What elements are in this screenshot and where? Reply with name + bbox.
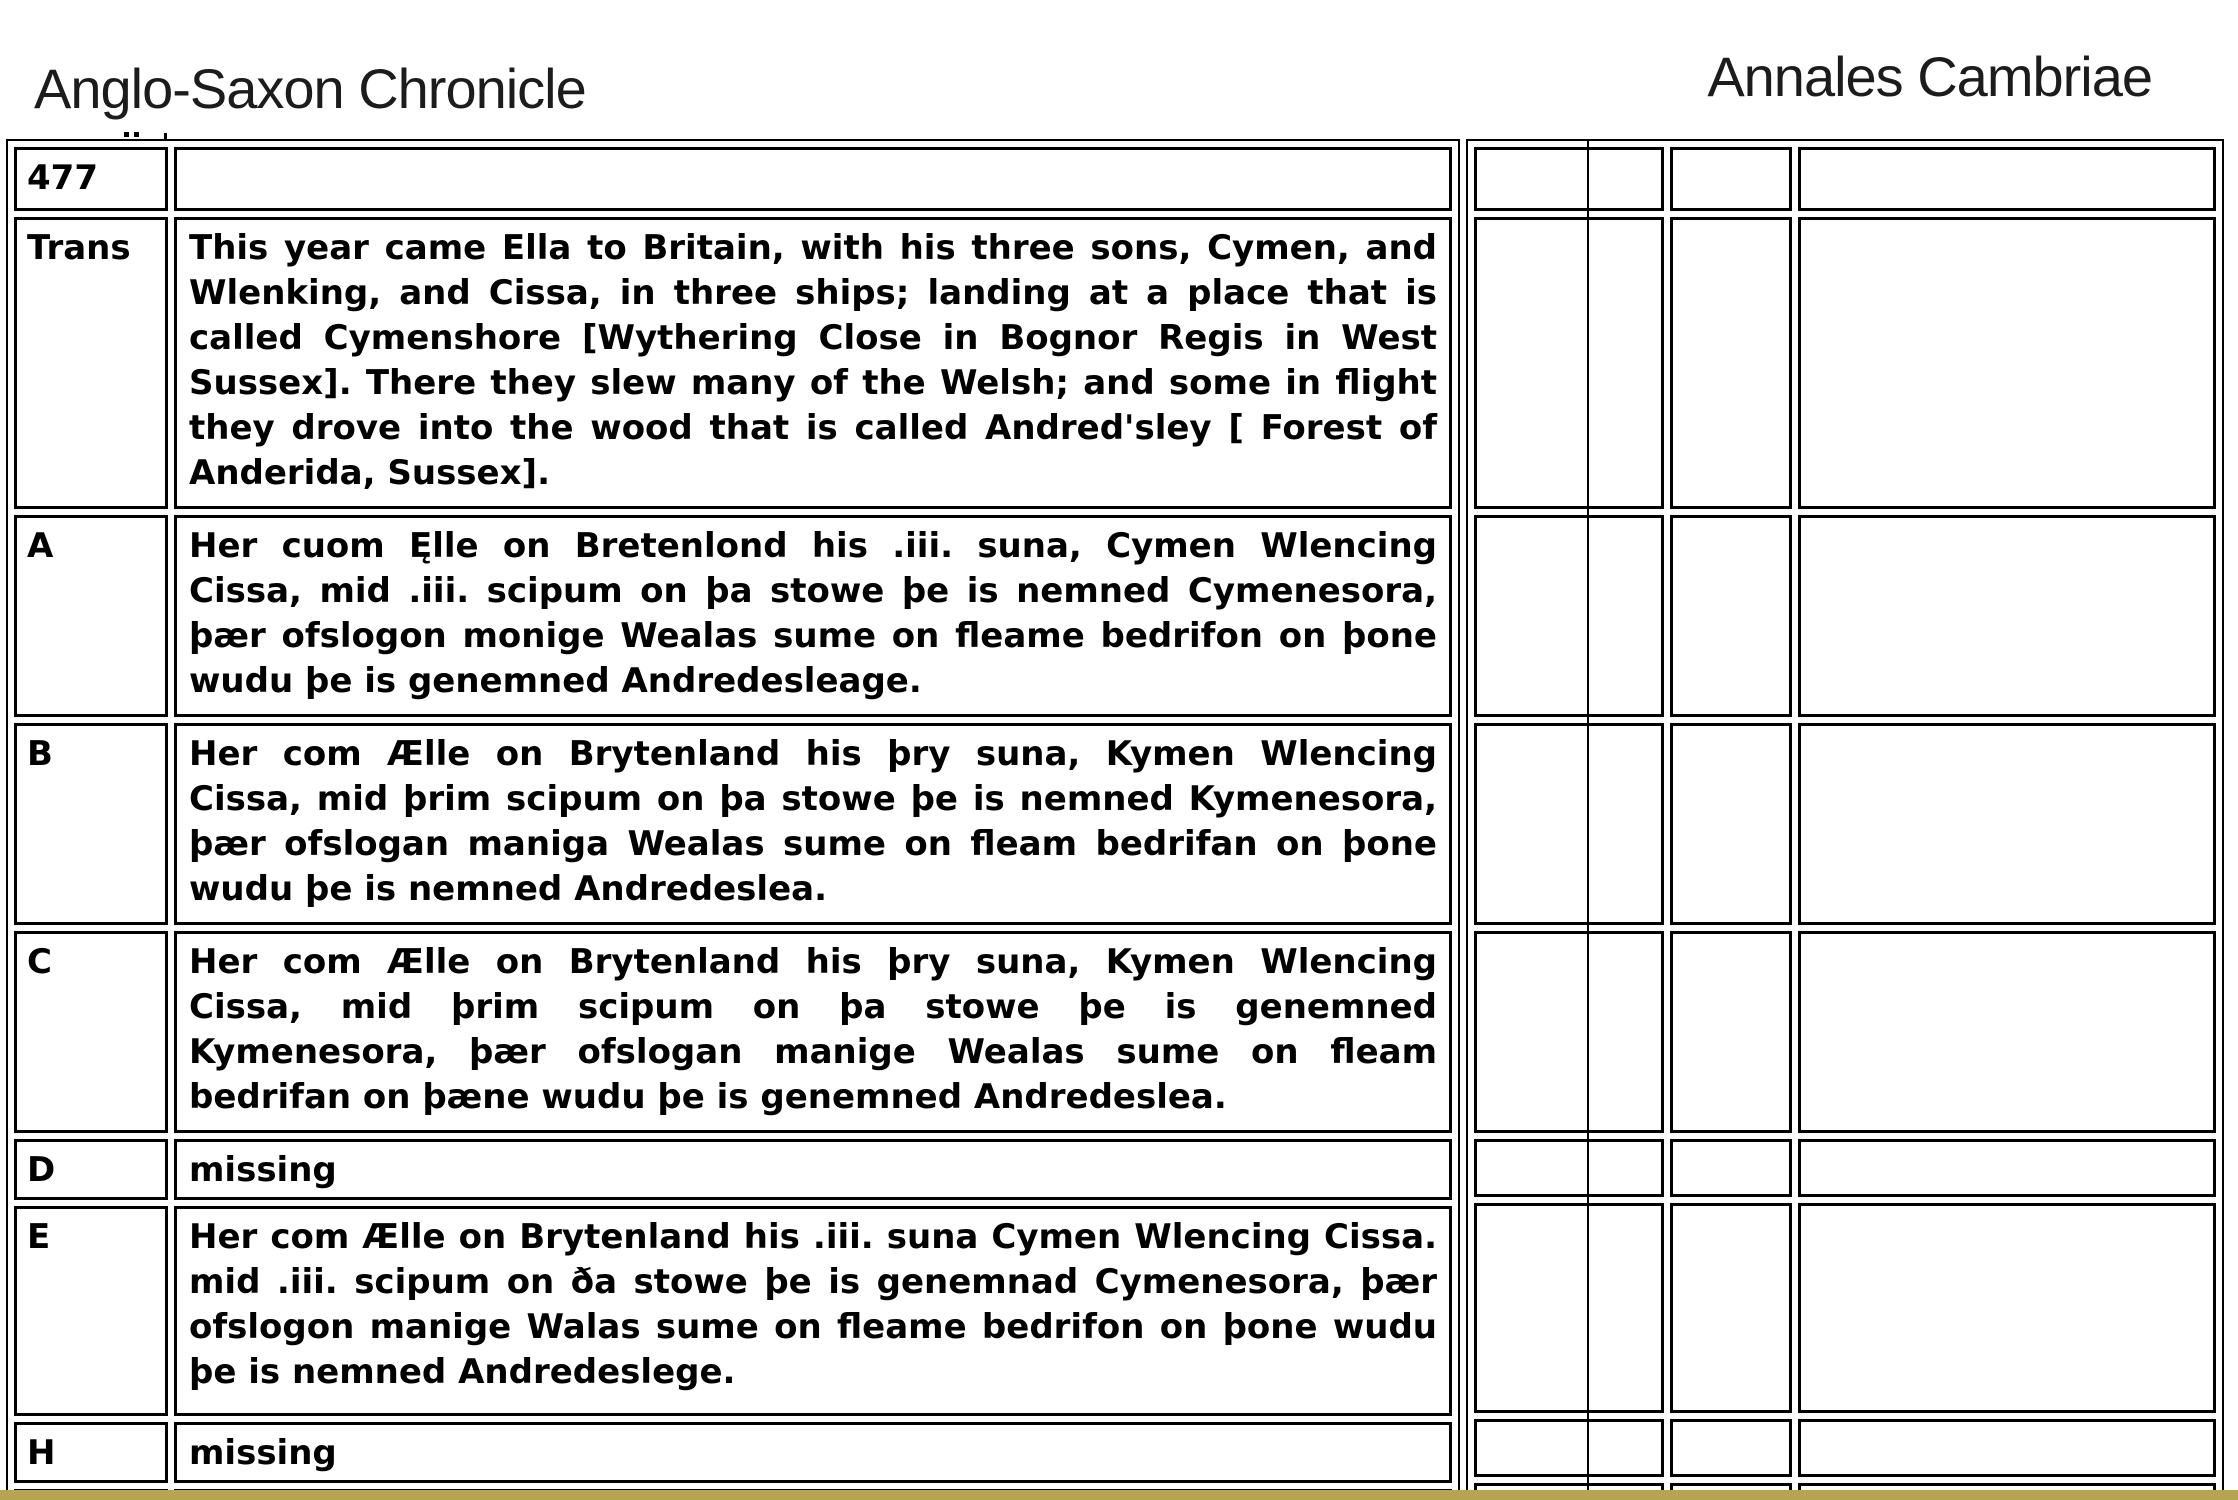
annal-row	[1474, 1139, 2216, 1197]
c-label: C	[27, 942, 52, 982]
trans-label: Trans	[27, 228, 131, 268]
comparison-tables	[6, 139, 2224, 1500]
annal-cell	[1474, 931, 1664, 1133]
annal-cell	[1670, 931, 1792, 1133]
annal-row	[1474, 931, 2216, 1133]
annal-row	[1474, 147, 2216, 211]
annal-cell	[1474, 217, 1664, 509]
annal-cell	[1798, 1203, 2216, 1413]
b-label: B	[27, 734, 53, 774]
h-text: missing	[189, 1433, 337, 1473]
d-text: missing	[189, 1150, 337, 1190]
annal-cell	[1670, 217, 1792, 509]
h-label: H	[27, 1433, 56, 1473]
table-row-a	[14, 515, 1452, 717]
d-text-cell	[174, 1139, 1452, 1200]
annales-cambriae-table-wrap	[1466, 139, 2224, 1500]
annal-cell	[1670, 1139, 1792, 1197]
table-row-year	[14, 147, 1452, 211]
year-text-cell	[174, 147, 1452, 211]
anglo-saxon-chronicle-table	[6, 139, 1460, 1500]
table-row-h	[14, 1422, 1452, 1483]
table-row-c	[14, 931, 1452, 1133]
annal-cell	[1474, 1139, 1664, 1197]
annal-cell	[1474, 147, 1664, 211]
c-label-cell	[14, 931, 168, 1133]
annal-row	[1474, 1203, 2216, 1413]
annal-cell	[1474, 1419, 1664, 1477]
year-label-cell	[14, 147, 168, 211]
a-text: Her cuom Ęlle on Bretenlond his .iii. suna, Cymen Wlencing Cissa, mid .iii. scipum on þa stowe þe is nemned Cymenesora, þær ofslogon monige Wealas sume on fleame bedrifon on þone wudu þe is genemned Andredesleage.	[189, 526, 1437, 701]
annales-column-divider	[1587, 141, 1589, 1500]
annal-cell	[1798, 147, 2216, 211]
a-label: A	[27, 526, 54, 566]
trans-text-cell	[174, 217, 1452, 509]
annal-cell	[1670, 1203, 1792, 1413]
c-text-cell	[174, 931, 1452, 1133]
annal-cell	[1798, 1419, 2216, 1477]
year-label: 477	[27, 158, 98, 198]
b-text: Her com Ælle on Brytenland his þry suna, Kymen Wlencing Cissa, mid þrim scipum on þa stowe þe is nemned Kymenesora, þær ofslogan maniga Wealas sume on fleam bedrifan on þone wudu þe is nemned Andredeslea.	[189, 734, 1437, 909]
d-label: D	[27, 1150, 56, 1190]
annal-cell	[1670, 1419, 1792, 1477]
e-text: Her com Ælle on Brytenland his .iii. suna Cymen Wlencing Cissa. mid .iii. scipum on ða stowe þe is genemnad Cymenesora, þær ofslogon manige Walas sume on fleame bedrifon on þone wudu þe is nemned Andredeslege.	[189, 1217, 1437, 1392]
annal-cell	[1670, 723, 1792, 925]
h-text-cell	[174, 1422, 1452, 1483]
annal-cell	[1670, 147, 1792, 211]
annal-cell	[1798, 217, 2216, 509]
annal-cell	[1798, 723, 2216, 925]
e-label: E	[27, 1217, 51, 1257]
annal-cell	[1474, 723, 1664, 925]
b-label-cell	[14, 723, 168, 925]
annal-row	[1474, 217, 2216, 509]
annal-cell	[1474, 1203, 1664, 1413]
annal-row	[1474, 1419, 2216, 1477]
a-label-cell	[14, 515, 168, 717]
c-text: Her com Ælle on Brytenland his þry suna, Kymen Wlencing Cissa, mid þrim scipum on þa stowe þe is genemned Kymenesora, þær ofslogan manige Wealas sume on fleam bedrifan on þæne wudu þe is genemned Andredeslea.	[189, 942, 1437, 1117]
annal-cell	[1798, 931, 2216, 1133]
h-label-cell	[14, 1422, 168, 1483]
d-label-cell	[14, 1139, 168, 1200]
trans-label-cell	[14, 217, 168, 509]
table-row-e	[14, 1206, 1452, 1416]
annal-cell	[1798, 515, 2216, 717]
b-text-cell	[174, 723, 1452, 925]
annal-cell	[1798, 1139, 2216, 1197]
bottom-highlight-band	[0, 1490, 2238, 1500]
annal-cell	[1670, 515, 1792, 717]
e-label-cell	[14, 1206, 168, 1416]
annales-cambriae-title: Annales Cambriae	[1707, 45, 2152, 108]
a-text-cell	[174, 515, 1452, 717]
trans-text: This year came Ella to Britain, with his three sons, Cymen, and Wlenking, and Cissa, in three ships; landing at a place that is called Cymenshore [Wythering Close in Bognor Regis in West Sussex]. There they slew many of the Welsh; and some in flight they drove into the wood that is called Andred'sley [ Forest of Anderida, Sussex].	[189, 228, 1437, 493]
annal-cell	[1474, 515, 1664, 717]
table-row-d	[14, 1139, 1452, 1200]
stray-diaeresis-artifact	[124, 132, 129, 137]
table-row-trans	[14, 217, 1452, 509]
annal-row	[1474, 515, 2216, 717]
e-text-cell	[174, 1206, 1452, 1416]
table-row-b	[14, 723, 1452, 925]
anglo-saxon-chronicle-title: Anglo-Saxon Chronicle	[34, 57, 586, 120]
annal-row	[1474, 723, 2216, 925]
annales-cambriae-table	[1466, 139, 2224, 1500]
